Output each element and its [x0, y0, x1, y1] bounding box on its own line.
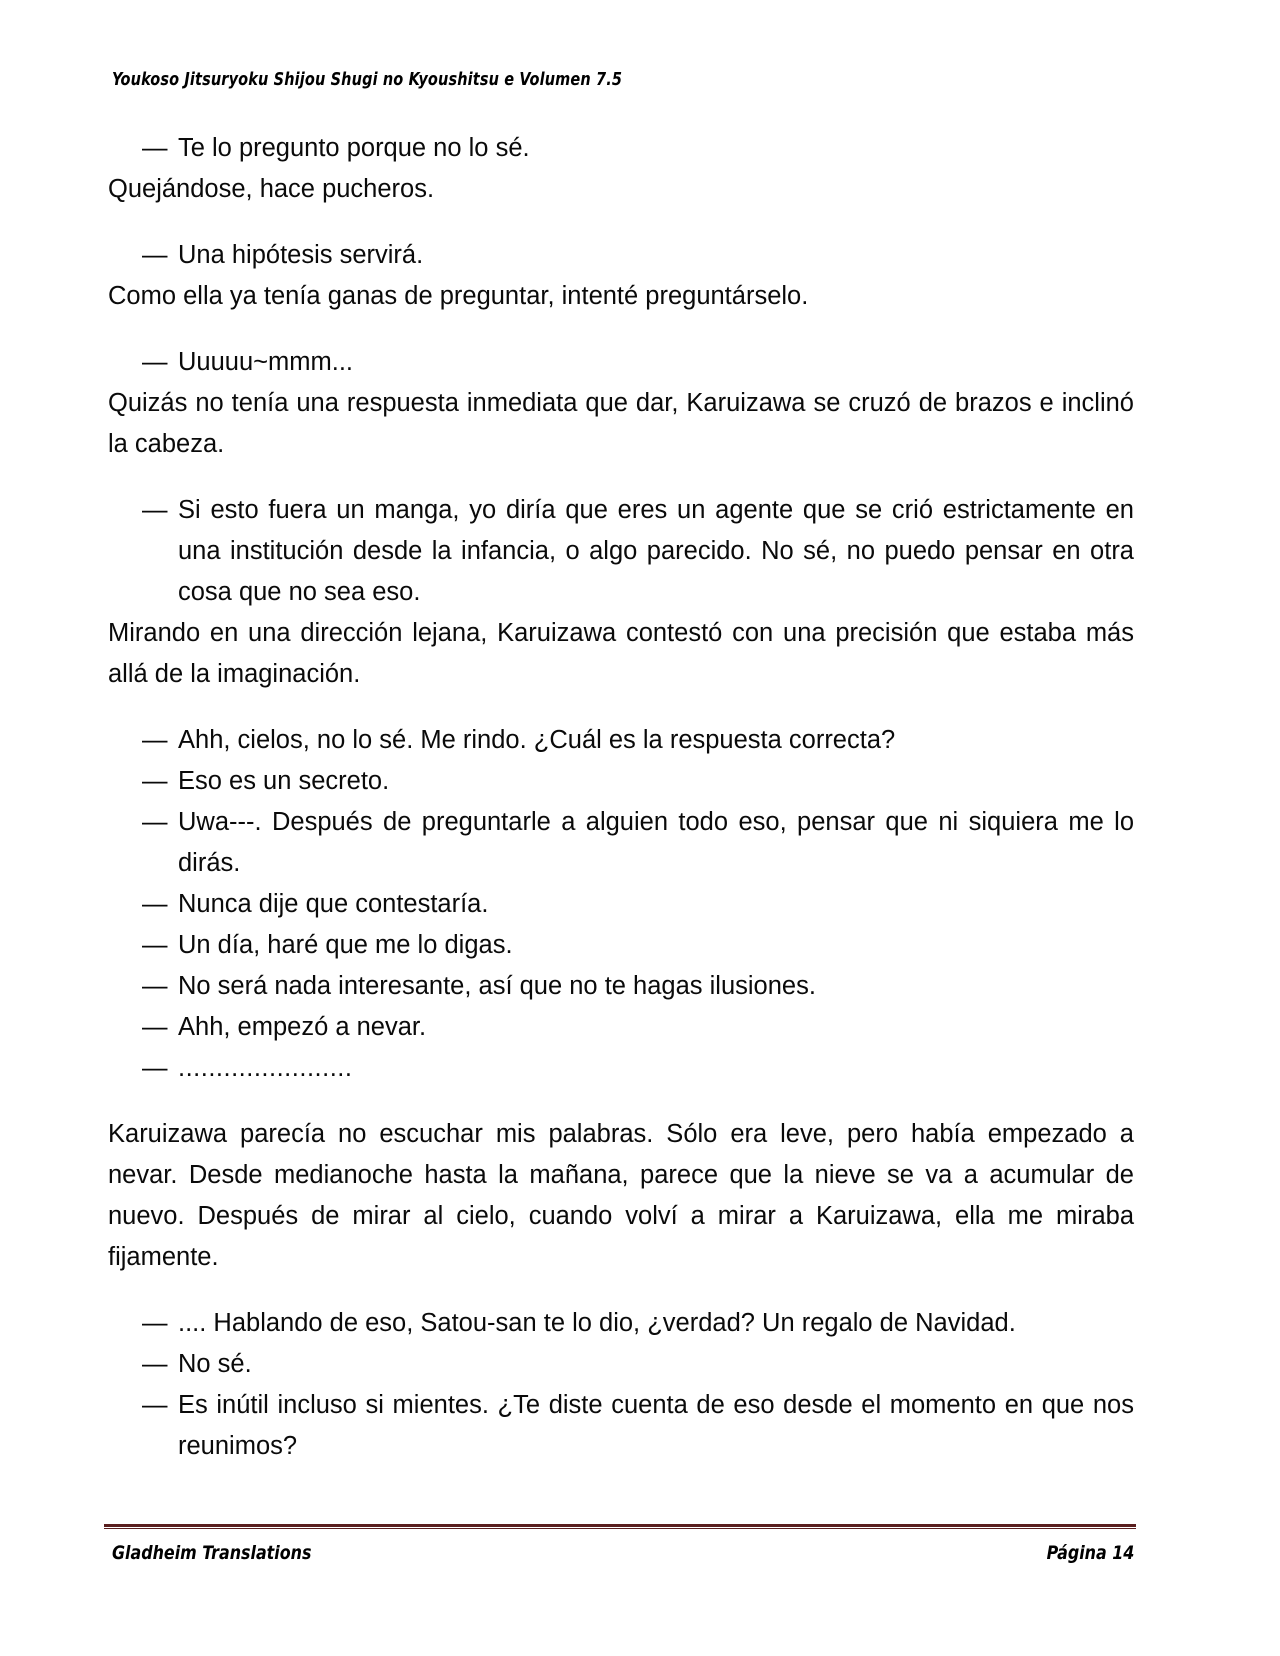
page-footer	[112, 1542, 1134, 1564]
dialogue-line	[108, 1007, 1134, 1048]
dialogue-text: Una hipótesis servirá.	[178, 241, 424, 269]
paragraph: Quejándose, hace pucheros.	[108, 175, 435, 203]
paragraph: Karuizawa parecía no escuchar mis palabras. Sólo era leve, pero había empezado a nevar. Desde medianoche hasta la mañana, parece que la nieve se va a acumular de nuevo. Después de mirar al cielo, cuando volví a mirar a Karuizawa, ella me miraba fijamente.	[108, 1120, 1134, 1271]
header-title: Youkoso Jitsuryoku Shijou Shugi no Kyoushitsu e Volumen 7.5	[112, 70, 623, 90]
dialogue-text: No sé.	[178, 1350, 252, 1378]
page-header	[112, 70, 1132, 90]
dialogue-text: Nunca dije que contestaría.	[178, 890, 489, 918]
dialogue-group	[108, 720, 1134, 1089]
footer-page-number: Página 14	[1046, 1542, 1134, 1564]
dialogue-line	[108, 128, 1134, 169]
dialogue-line	[108, 342, 1134, 383]
dialogue-text: Uwa---. Después de preguntarle a alguien todo eso, pensar que ni siquiera me lo dirás.	[178, 808, 1134, 877]
em-dash: —	[142, 1391, 168, 1419]
dialogue-text: Es inútil incluso si mientes. ¿Te diste cuenta de eso desde el momento en que nos reunimos?	[178, 1391, 1134, 1460]
em-dash: —	[142, 134, 168, 162]
dialogue-line	[108, 1048, 1134, 1089]
dialogue-text: Si esto fuera un manga, yo diría que eres un agente que se crió estrictamente en una institución desde la infancia, o algo parecido. No sé, no puedo pensar en otra cosa que no sea eso.	[178, 496, 1134, 606]
em-dash: —	[142, 348, 168, 376]
dialogue-text: .......................	[178, 1054, 353, 1082]
em-dash: —	[142, 496, 168, 524]
dialogue-line	[108, 761, 1134, 802]
dialogue-line	[108, 966, 1134, 1007]
dialogue-text: Un día, haré que me lo digas.	[178, 931, 513, 959]
footer-divider	[104, 1524, 1136, 1530]
page-body	[108, 128, 1134, 1492]
em-dash: —	[142, 767, 168, 795]
dialogue-line	[108, 925, 1134, 966]
dialogue-text: Ahh, cielos, no lo sé. Me rindo. ¿Cuál es la respuesta correcta?	[178, 726, 896, 754]
em-dash: —	[142, 972, 168, 1000]
footer-translator-credit: Gladheim Translations	[112, 1542, 312, 1564]
em-dash: —	[142, 808, 168, 836]
paragraph: Mirando en una dirección lejana, Karuizawa contestó con una precisión que estaba más allá de la imaginación.	[108, 619, 1134, 688]
dialogue-line	[108, 720, 1134, 761]
dialogue-text: Te lo pregunto porque no lo sé.	[178, 134, 530, 162]
dialogue-text: No será nada interesante, así que no te hagas ilusiones.	[178, 972, 816, 1000]
dialogue-line	[108, 1344, 1134, 1385]
em-dash: —	[142, 1309, 168, 1337]
dialogue-line	[108, 1385, 1134, 1467]
em-dash: —	[142, 1350, 168, 1378]
em-dash: —	[142, 931, 168, 959]
em-dash: —	[142, 1013, 168, 1041]
dialogue-line	[108, 1303, 1134, 1344]
dialogue-line	[108, 884, 1134, 925]
dialogue-line	[108, 235, 1134, 276]
dialogue-text: Ahh, empezó a nevar.	[178, 1013, 427, 1041]
em-dash: —	[142, 241, 168, 269]
dialogue-text: Eso es un secreto.	[178, 767, 390, 795]
dialogue-text: .... Hablando de eso, Satou-san te lo dio, ¿verdad? Un regalo de Navidad.	[178, 1309, 1016, 1337]
em-dash: —	[142, 1054, 168, 1082]
paragraph: Como ella ya tenía ganas de preguntar, intenté preguntárselo.	[108, 282, 809, 310]
em-dash: —	[142, 890, 168, 918]
em-dash: —	[142, 726, 168, 754]
dialogue-line	[108, 802, 1134, 884]
paragraph: Quizás no tenía una respuesta inmediata que dar, Karuizawa se cruzó de brazos e inclinó la cabeza.	[108, 389, 1134, 458]
footer-divider-thin-line	[104, 1528, 1136, 1529]
dialogue-group	[108, 1303, 1134, 1467]
dialogue-line	[108, 490, 1134, 613]
dialogue-text: Uuuuu~mmm...	[178, 348, 354, 376]
